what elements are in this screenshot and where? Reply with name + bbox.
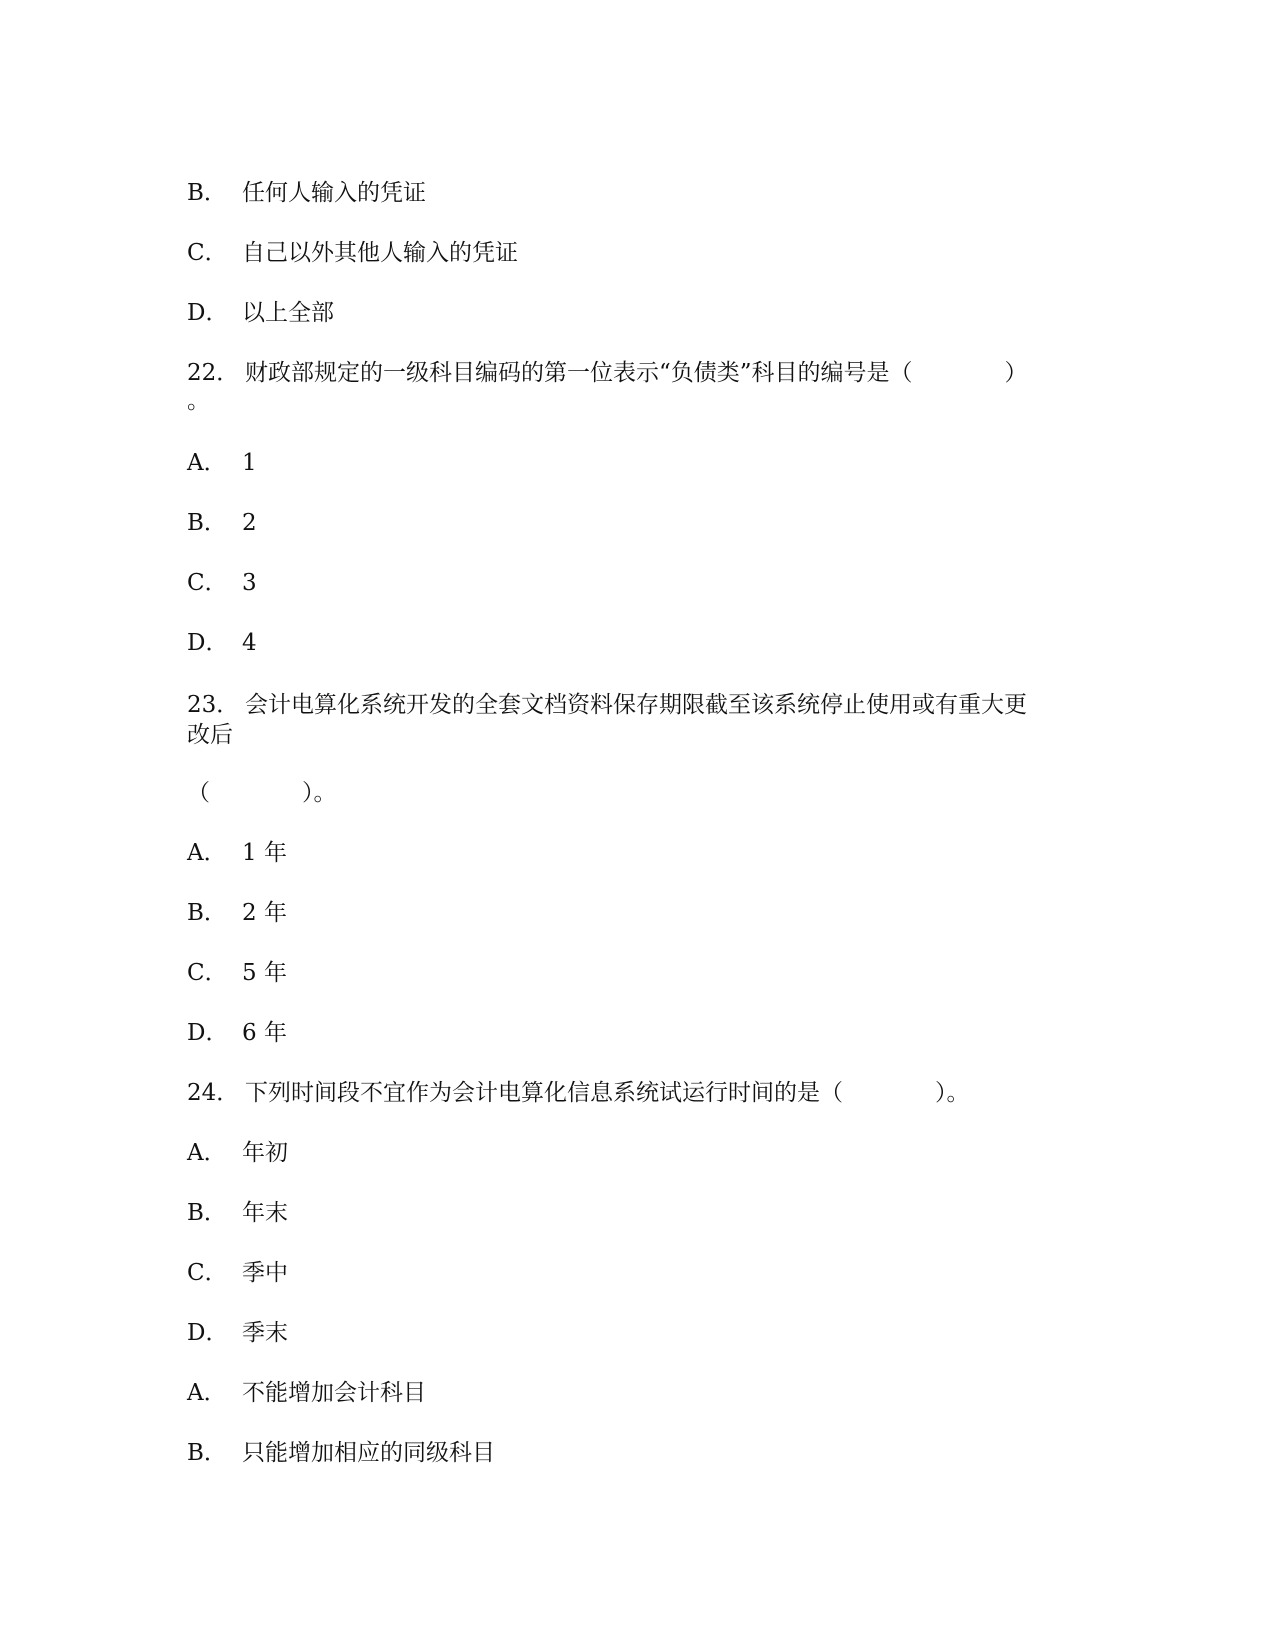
option-text: 季末 xyxy=(242,1320,288,1346)
option-letter: A． xyxy=(187,1140,227,1166)
option-letter: B． xyxy=(187,510,227,536)
option-text: 自己以外其他人输入的凭证 xyxy=(242,240,518,266)
option-a xyxy=(187,838,287,868)
option-letter: D． xyxy=(187,1020,229,1046)
option-text: 2 xyxy=(242,510,257,536)
option-letter: B． xyxy=(187,180,227,206)
option-letter: C． xyxy=(187,240,228,266)
option-text: 5 年 xyxy=(242,960,287,986)
option-text: 2 年 xyxy=(242,900,287,926)
option-letter: A． xyxy=(187,450,227,476)
option-text: 3 xyxy=(242,570,257,596)
option-b xyxy=(187,1198,288,1228)
option-letter: C． xyxy=(187,570,228,596)
option-letter: C． xyxy=(187,960,228,986)
question-23-stem xyxy=(187,690,1027,720)
question-number: 23． xyxy=(187,692,240,718)
option-b xyxy=(187,178,426,208)
option-d xyxy=(187,628,257,658)
option-letter: C． xyxy=(187,1260,228,1286)
option-text: 任何人输入的凭证 xyxy=(242,180,426,206)
option-letter: D． xyxy=(187,1320,229,1346)
option-letter: A． xyxy=(187,1380,227,1406)
option-letter: A． xyxy=(187,840,227,866)
option-b xyxy=(187,898,287,928)
option-text: 年初 xyxy=(242,1140,288,1166)
question-24-stem xyxy=(187,1078,970,1108)
question-text: 会计电算化系统开发的全套文档资料保存期限截至该系统停止使用或有重大更 xyxy=(245,692,1027,718)
option-a xyxy=(187,448,257,478)
option-letter: D． xyxy=(187,300,229,326)
option-text: 年末 xyxy=(242,1200,288,1226)
option-text: 1 xyxy=(242,450,257,476)
option-c xyxy=(187,1258,288,1288)
option-letter: B． xyxy=(187,900,227,926)
question-22-stem-tail: 。 xyxy=(187,388,210,414)
option-c xyxy=(187,958,287,988)
question-23-stem-line2: 改后 xyxy=(187,722,233,748)
option-letter: B． xyxy=(187,1200,227,1226)
option-c xyxy=(187,238,518,268)
option-text: 不能增加会计科目 xyxy=(242,1380,426,1406)
question-text: 财政部规定的一级科目编码的第一位表示“负债类”科目的编号是（ ） xyxy=(245,360,1028,386)
option-a xyxy=(187,1378,426,1408)
question-number: 24． xyxy=(187,1080,240,1106)
question-22-stem xyxy=(187,358,1028,388)
option-b xyxy=(187,508,257,538)
option-text: 1 年 xyxy=(242,840,287,866)
option-letter: B． xyxy=(187,1440,227,1466)
option-text: 以上全部 xyxy=(242,300,334,326)
question-23-stem-line3: （ ）。 xyxy=(187,780,337,806)
question-number: 22． xyxy=(187,360,240,386)
option-c xyxy=(187,568,257,598)
option-d xyxy=(187,1318,288,1348)
question-text: 下列时间段不宜作为会计电算化信息系统试运行时间的是（ ）。 xyxy=(245,1080,970,1106)
option-text: 6 年 xyxy=(242,1020,287,1046)
option-d xyxy=(187,1018,287,1048)
option-text: 4 xyxy=(242,630,257,656)
option-text: 只能增加相应的同级科目 xyxy=(242,1440,495,1466)
option-b xyxy=(187,1438,495,1468)
option-a xyxy=(187,1138,288,1168)
option-d xyxy=(187,298,334,328)
option-text: 季中 xyxy=(242,1260,288,1286)
option-letter: D． xyxy=(187,630,229,656)
